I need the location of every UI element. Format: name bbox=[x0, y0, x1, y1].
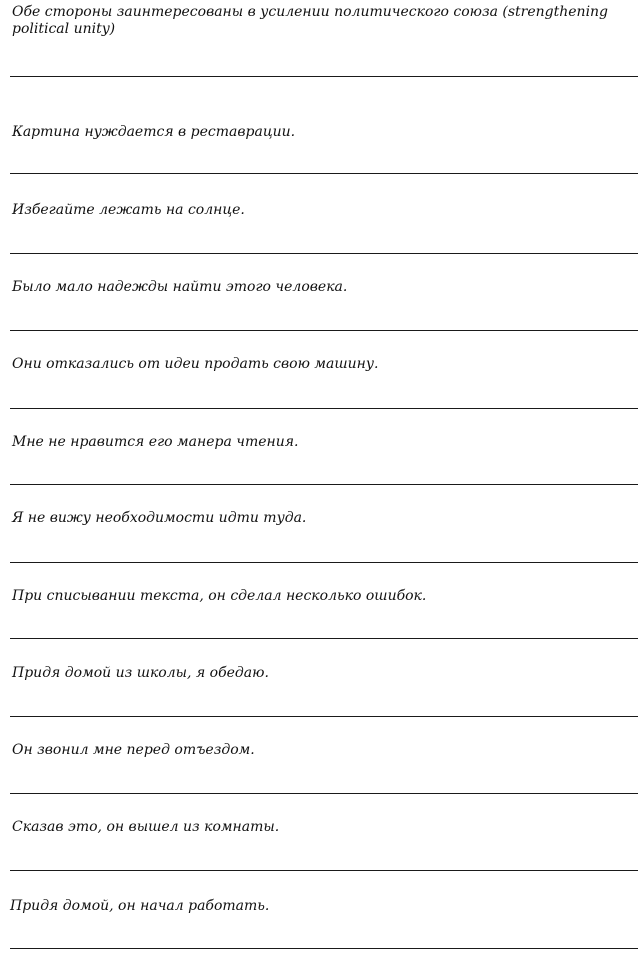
exercise-sentence-12: Придя домой, он начал работать. bbox=[10, 898, 270, 914]
answer-line-1[interactable] bbox=[10, 76, 638, 77]
answer-line-6[interactable] bbox=[10, 484, 638, 485]
answer-line-8[interactable] bbox=[10, 638, 638, 639]
answer-line-5[interactable] bbox=[10, 408, 638, 409]
exercise-sentence-9: Придя домой из школы, я обедаю. bbox=[12, 665, 269, 681]
exercise-sentence-10: Он звонил мне перед отъездом. bbox=[12, 742, 255, 758]
exercise-sentence-11: Сказав это, он вышел из комнаты. bbox=[12, 819, 280, 835]
answer-line-12[interactable] bbox=[10, 948, 638, 949]
exercise-sentence-6: Мне не нравится его манера чтения. bbox=[12, 434, 299, 450]
answer-line-7[interactable] bbox=[10, 562, 638, 563]
exercise-sentence-7: Я не вижу необходимости идти туда. bbox=[12, 510, 307, 526]
answer-line-11[interactable] bbox=[10, 870, 638, 871]
exercise-sentence-3: Избегайте лежать на солнце. bbox=[12, 202, 245, 218]
exercise-sentence-1: Обе стороны заинтересованы в усилении политического союза (strengthening political unity) bbox=[12, 4, 609, 37]
exercise-sentence-8: При списывании текста, он сделал несколько ошибок. bbox=[12, 588, 427, 604]
answer-line-9[interactable] bbox=[10, 716, 638, 717]
exercise-sentence-2: Картина нуждается в реставрации. bbox=[12, 124, 296, 140]
answer-line-2[interactable] bbox=[10, 173, 638, 174]
exercise-sentence-5: Они отказались от идеи продать свою машину. bbox=[12, 356, 379, 372]
exercise-sentence-4: Было мало надежды найти этого человека. bbox=[12, 279, 348, 295]
answer-line-3[interactable] bbox=[10, 253, 638, 254]
answer-line-10[interactable] bbox=[10, 793, 638, 794]
answer-line-4[interactable] bbox=[10, 330, 638, 331]
